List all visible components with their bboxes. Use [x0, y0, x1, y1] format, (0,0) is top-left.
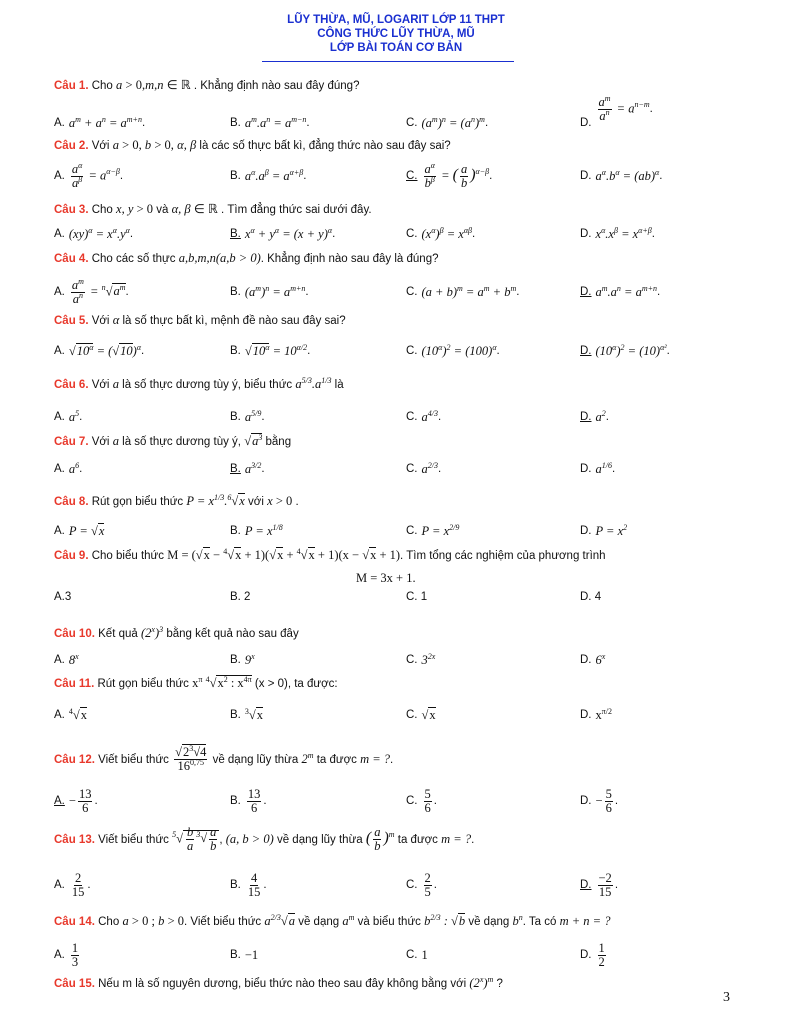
answer-10a[interactable]: A. 8$^x$: [54, 651, 79, 667]
answer-13d[interactable]: D. $\frac{-2}{15}$ .: [580, 870, 619, 899]
question-2: Câu 2. Với a > 0, b > 0, α, β là các số thực bất kì, đẳng thức nào sau đây sai?: [54, 138, 451, 152]
answer-5d[interactable]: D. $(10^\alpha)^2 = (10)^{\alpha^2}$ .: [580, 342, 670, 358]
answer-7d[interactable]: D. $a^{1/6}$ .: [580, 460, 616, 476]
answer-4d[interactable]: D. $a^m.a^n = a^{m+n}$ .: [580, 283, 661, 299]
question-15: Câu 15. Nếu m là số nguyên dương, biểu thức nào theo sau đây không bằng với $(2^x)^m$ ?: [54, 974, 503, 990]
page-number: 3: [723, 990, 730, 1005]
answer-5c[interactable]: C. $(10^\alpha)^2 = (100)^\alpha$ .: [406, 342, 500, 358]
answer-10c[interactable]: C. $3^{2x}$: [406, 651, 436, 667]
answers-6: [54, 404, 754, 430]
answer-4a[interactable]: A. $\frac{a^m}{a^n}$ = $^n√a^m$ .: [54, 276, 129, 306]
answer-2d[interactable]: D. $a^\alpha.b^\alpha = (ab)^\alpha$ .: [580, 167, 663, 183]
answer-12a[interactable]: A. − $\frac{13}{6}$ .: [54, 786, 98, 815]
question-8: Câu 8. Rút gọn biểu thức $P = x^{1/3}.^6√x$ với x > 0 .: [54, 492, 299, 508]
answer-1a[interactable]: A. $a^m + a^n = a^{m+n}$ .: [54, 114, 146, 130]
answer-13b[interactable]: B. $\frac{4}{15}$ .: [230, 870, 267, 899]
doc-section: LỚP BÀI TOÁN CƠ BẢN: [329, 42, 463, 54]
question-6: Câu 6. Với a là số thực dương tùy ý, biểu thức $a^{5/3}.a^{1/3}$ là: [54, 375, 344, 391]
answers-13: [54, 868, 754, 902]
answer-3a[interactable]: A. $(xy)^\alpha = x^\alpha.y^\alpha$ .: [54, 225, 134, 241]
doc-subtitle: CÔNG THỨC LŨY THỪA, MŨ: [317, 28, 475, 40]
answers-2: [54, 160, 754, 192]
question-7: Câu 7. Với a là số thực dương tùy ý, $√a^3$ bằng: [54, 432, 292, 448]
answer-1d[interactable]: D. $\frac{a^m}{a^n}$ = $a^{n-m}$ .: [580, 93, 653, 129]
question-1: Câu 1. Cho a > 0,m,n ∈ ℝ . Khẳng định nào sau đây đúng?: [54, 78, 360, 92]
answer-4c[interactable]: C. $(a + b)^m = a^m + b^m$ .: [406, 283, 520, 299]
answer-5b[interactable]: B. $√10^\alpha = 10^{\alpha/2}$ .: [230, 342, 311, 358]
answers-1: [54, 93, 754, 136]
answer-6a[interactable]: A. $a^5$ .: [54, 408, 83, 424]
answer-14c[interactable]: C. 1: [406, 947, 428, 962]
answers-8: [54, 518, 754, 544]
answer-2a[interactable]: A. $\frac{a^\alpha}{a^\beta}$ = $a^{\alpha-\beta}$ .: [54, 160, 124, 190]
answer-9c[interactable]: C. 1: [406, 591, 428, 603]
answer-11c[interactable]: C. √x: [406, 707, 436, 722]
answers-3: [54, 221, 754, 247]
answer-4b[interactable]: B. $(a^m)^n = a^{m+n}$ .: [230, 283, 309, 299]
answer-7b[interactable]: B. $a^{3/2}$ .: [230, 460, 265, 476]
doc-title: LŨY THỪA, MŨ, LOGARIT LỚP 11 THPT: [287, 14, 505, 26]
question-9: Câu 9. Cho biểu thức M = (√x − $^4$√x + 1)(√x + $^4$√x + 1)(x − √x + 1). Tìm tổng các nghiệm của phương trình: [54, 546, 606, 562]
question-4: Câu 4. Cho các số thực a,b,m,n(a,b > 0). Khẳng định nào sau đây là đúng?: [54, 251, 439, 265]
question-14: Câu 14. Cho a > 0 ; b > 0. Viết biểu thức $a^{2/3}√a$ về dạng $a^m$ và biểu thức $b^{2/3}$ : √b về dạng $b^n$. Ta có m + n = ?: [54, 912, 611, 928]
answer-11b[interactable]: B. $^3$√x: [230, 706, 263, 722]
answer-13a[interactable]: A. $\frac{2}{15}$ .: [54, 870, 91, 899]
answers-14: [54, 938, 754, 972]
answer-10d[interactable]: D. 6$^x$: [580, 651, 606, 667]
answer-12d[interactable]: D. − $\frac{5}{6}$ .: [580, 786, 619, 815]
answer-14b[interactable]: B. −1: [230, 947, 259, 962]
answer-12b[interactable]: B. $\frac{13}{6}$ .: [230, 786, 267, 815]
answer-6b[interactable]: B. $a^{5/9}$ .: [230, 408, 265, 424]
answer-10b[interactable]: B. 9$^x$: [230, 651, 255, 667]
answers-9: [54, 584, 754, 610]
answer-9d[interactable]: D. 4: [580, 591, 602, 603]
answer-6d[interactable]: D. $a^2$ .: [580, 408, 609, 424]
answer-3c[interactable]: C. $(x^\alpha)^\beta = x^{\alpha\beta}$ .: [406, 225, 476, 241]
answers-5: [54, 336, 754, 366]
equation-9: M = 3x + 1.: [356, 571, 416, 585]
answer-2c[interactable]: C. $\frac{a^\alpha}{b^\beta}$ = ( $\frac{a}{b}$ )$^{\alpha-\beta}$ .: [406, 160, 493, 190]
answer-8b[interactable]: B. $P = x^{1/8}$: [230, 522, 283, 538]
answer-12c[interactable]: C. $\frac{5}{6}$ .: [406, 786, 437, 815]
question-10: Câu 10. Kết quả $(2^x)^3$ bằng kết quả nào sau đây: [54, 624, 299, 640]
answer-3b[interactable]: B. $x^\alpha + y^\alpha = (x + y)^\alpha$ .: [230, 225, 336, 241]
answer-13c[interactable]: C. $\frac{2}{5}$ .: [406, 870, 437, 899]
answer-8c[interactable]: C. $P = x^{2/9}$: [406, 522, 460, 538]
answer-11d[interactable]: D. $x^{\pi/2}$: [580, 706, 613, 722]
answer-8a[interactable]: A. P = √x: [54, 523, 105, 538]
answer-2b[interactable]: B. $a^\alpha.a^\beta = a^{\alpha+\beta}$ .: [230, 167, 307, 183]
answer-5a[interactable]: A. $√10^\alpha = (√10)^\alpha$ .: [54, 342, 145, 358]
header-rule: [262, 61, 514, 62]
answer-6c[interactable]: C. $a^{4/3}$ .: [406, 408, 442, 424]
answer-1c[interactable]: C. $(a^m)^n = (a^n)^m$ .: [406, 114, 489, 130]
answer-9a[interactable]: A.3: [54, 591, 72, 603]
answers-4: [54, 276, 754, 308]
answer-11a[interactable]: A. $^4$√x: [54, 706, 87, 722]
question-12: Câu 12. Viết biểu thức $\frac{√2^3√4}{16^{0,75}}$ về dạng lũy thừa 2$^m$ ta được m = ? .: [54, 743, 394, 773]
answer-7a[interactable]: A. $a^6$ .: [54, 460, 83, 476]
answer-1b[interactable]: B. $a^m.a^n = a^{m-n}$ .: [230, 114, 310, 130]
answers-11: [54, 700, 754, 730]
answer-14d[interactable]: D. $\frac{1}{2}$: [580, 940, 605, 969]
answer-9b[interactable]: B. 2: [230, 591, 251, 603]
answer-3d[interactable]: D. $x^\alpha.x^\beta = x^{\alpha+\beta}$ .: [580, 225, 655, 241]
question-11: Câu 11. Rút gọn biểu thức $x^\pi$ $^4√x^2$ : $x^{4\pi}$ (x > 0), ta được:: [54, 674, 338, 690]
answer-14a[interactable]: A. $\frac{1}{3}$: [54, 940, 79, 969]
question-5: Câu 5. Với α là số thực bất kì, mệnh đề nào sau đây sai?: [54, 313, 346, 327]
answers-12: [54, 784, 754, 818]
answer-7c[interactable]: C. $a^{2/3}$ .: [406, 460, 442, 476]
question-3: Câu 3. Cho x, y > 0 và α, β ∈ ℝ . Tìm đẳng thức sai dưới đây.: [54, 202, 372, 216]
answers-7: [54, 456, 754, 482]
answers-10: [54, 647, 754, 673]
answer-8d[interactable]: D. $P = x^2$: [580, 522, 628, 538]
question-13: Câu 13. Viết biểu thức $^5$√ $\frac{b}{a}$ $^3$√ $\frac{a}{b}$ , (a, b > 0) về dạng lũy thừa ( $\frac{a}{b}$ )$^m$ ta được m = ? .: [54, 825, 475, 853]
